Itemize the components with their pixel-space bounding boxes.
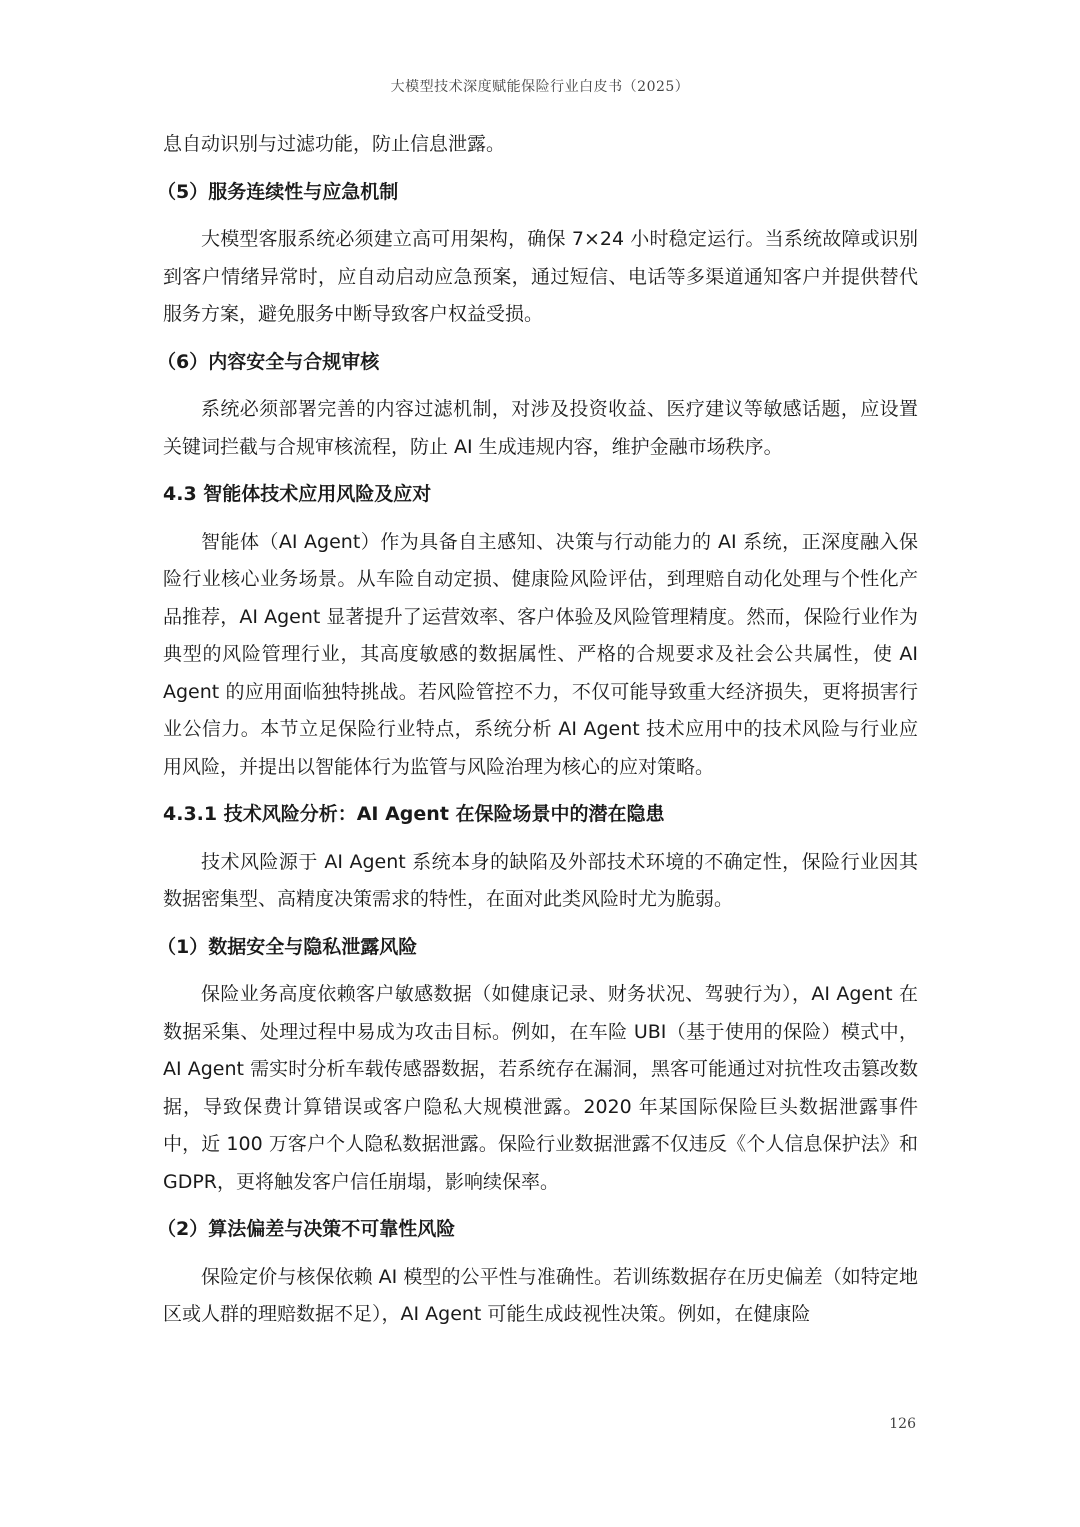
heading-content-security: （6）内容安全与合规审核 — [157, 350, 380, 373]
paragraph-algorithm-bias: 保险定价与核保依赖 AI 模型的公平性与准确性。若训练数据存在历史偏差（如特定地区或人群的理赔数据不足），AI Agent 可能生成歧视性决策。例如，在健康险 — [163, 1265, 918, 1325]
paragraph-content-security: 系统必须部署完善的内容过滤机制，对涉及投资收益、医疗建议等敏感话题，应设置关键词拦截与合规审核流程，防止 AI 生成违规内容，维护金融市场秩序。 — [163, 398, 918, 458]
paragraph-continuation: 息自动识别与过滤功能，防止信息泄露。 — [163, 133, 506, 155]
heading-algorithm-bias: （2）算法偏差与决策不可靠性风险 — [157, 1218, 456, 1240]
heading-section-4-3: 4.3 智能体技术应用风险及应对 — [163, 483, 432, 505]
page-content — [157, 126, 918, 1344]
heading-section-4-3-1: 4.3.1 技术风险分析：AI Agent 在保险场景中的潜在隐患 — [163, 803, 665, 825]
paragraph-data-security: 保险业务高度依赖客户敏感数据（如健康记录、财务状况、驾驶行为），AI Agent 在数据采集、处理过程中易成为攻击目标。例如，在车险 UBI（基于使用的保险）模式中，AI Agent 需实时分析车载传感器数据，若系统存在漏洞，黑客可能通过对抗性攻击篡改数据，导致保费计算错误或客户隐私大规模泄露。2020 年某国际保险巨头数据泄露事件中，近 100 万客户个人隐私数据泄露。保险行业数据泄露不仅违反《个人信息保护法》和 GDPR，更将触发客户信任崩塌，影响续保率。 — [163, 983, 918, 1193]
paragraph-service-continuity: 大模型客服系统必须建立高可用架构，确保 7×24 小时稳定运行。当系统故障或识别到客户情绪异常时，应自动启动应急预案，通过短信、电话等多渠道通知客户并提供替代服务方案，避免服务中断导致客户权益受损。 — [163, 228, 918, 325]
paragraph-section-4-3-1: 技术风险源于 AI Agent 系统本身的缺陷及外部技术环境的不确定性，保险行业因其数据密集型、高精度决策需求的特性，在面对此类风险时尤为脆弱。 — [163, 850, 918, 910]
heading-data-security: （1）数据安全与隐私泄露风险 — [157, 935, 418, 958]
page-number: 126 — [889, 1416, 916, 1432]
running-header: 大模型技术深度赋能保险行业白皮书（2025） — [390, 79, 690, 95]
paragraph-section-4-3: 智能体（AI Agent）作为具备自主感知、决策与行动能力的 AI 系统，正深度融入保险行业核心业务场景。从车险自动定损、健康险风险评估，到理赔自动化处理与个性化产品推荐，AI Agent 显著提升了运营效率、客户体验及风险管理精度。然而，保险行业作为典型的风险管理行业，其高度敏感的数据属性、严格的合规要求及社会公共属性，使 AI Agent 的应用面临独特挑战。若风险管控不力，不仅可能导致重大经济损失，更将损害行业公信力。本节立足保险行业特点，系统分析 AI Agent 技术应用中的技术风险与行业应用风险，并提出以智能体行为监管与风险治理为核心的应对策略。 — [163, 530, 918, 778]
heading-service-continuity: （5）服务连续性与应急机制 — [157, 180, 399, 203]
